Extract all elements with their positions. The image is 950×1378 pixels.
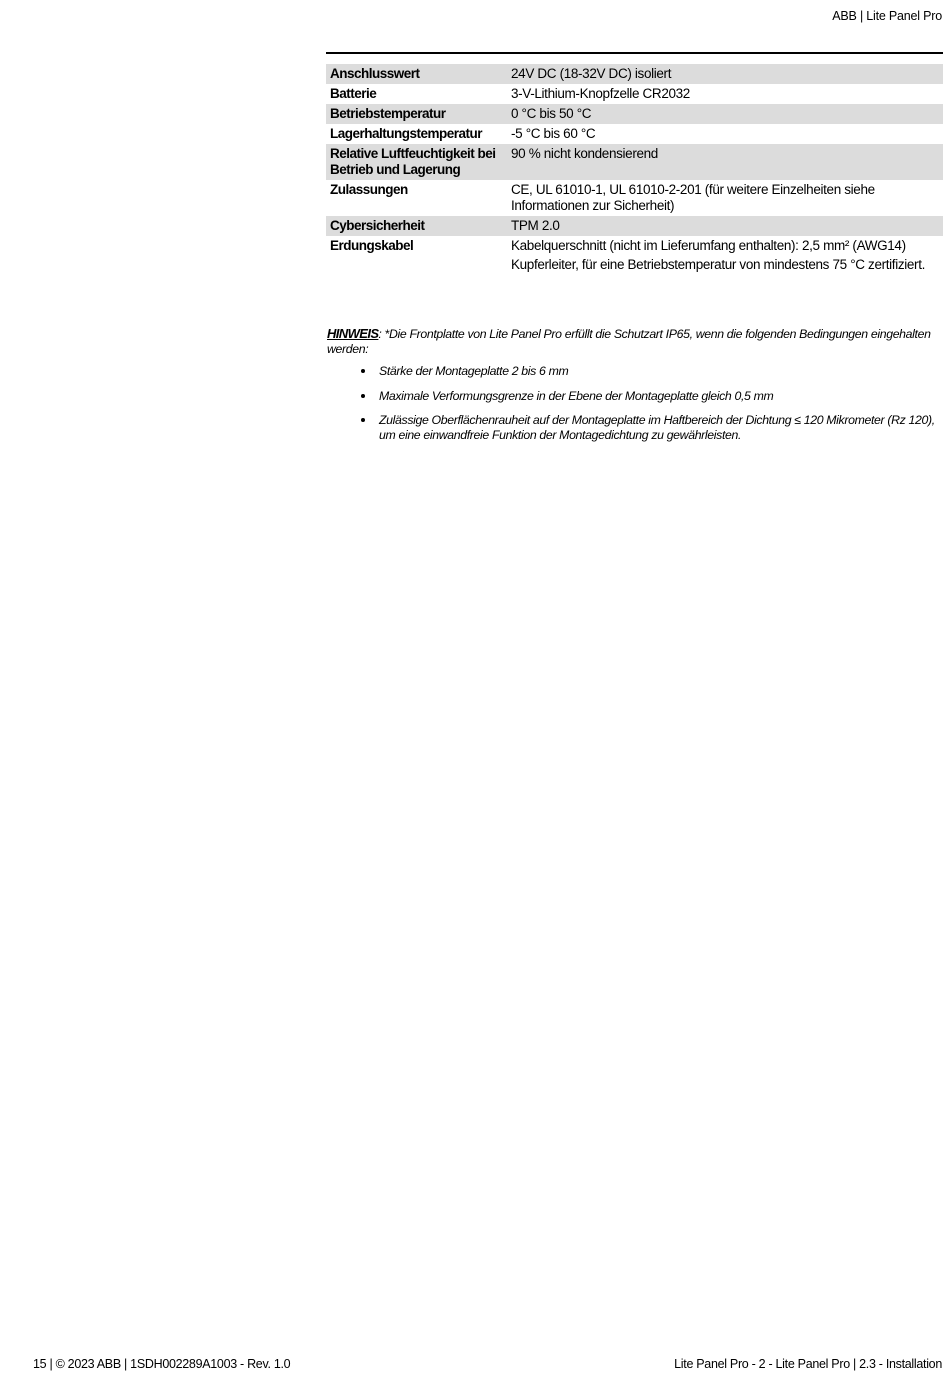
spec-row <box>326 124 943 144</box>
spec-value-line: 0 °C bis 50 °C <box>511 106 592 121</box>
note-list-item <box>327 413 937 442</box>
spec-key: Erdungskabel <box>330 238 414 253</box>
spec-value-line: 3-V-Lithium-Knopfzelle CR2032 <box>511 86 690 101</box>
spec-value <box>511 238 943 273</box>
note-label: HINWEIS <box>327 326 379 341</box>
spec-key: Zulassungen <box>330 182 408 197</box>
note-list-item <box>327 364 937 379</box>
spec-key: Anschlusswert <box>330 66 420 81</box>
spec-value <box>511 182 943 214</box>
spec-row <box>326 84 943 104</box>
spec-key: Relative Luftfeuchtigkeit bei Betrieb und Lagerung <box>330 146 496 177</box>
spec-value-line: 24V DC (18-32V DC) isoliert <box>511 66 672 81</box>
spec-key: Cybersicherheit <box>330 218 425 233</box>
spec-row <box>326 180 943 216</box>
spec-row <box>326 64 943 84</box>
spec-key: Betriebstemperatur <box>330 106 446 121</box>
spec-value-line: Kupferleiter, für eine Betriebstemperatur von mindestens 75 °C zertifiziert. <box>511 257 926 272</box>
bullet-icon <box>361 394 365 398</box>
spec-row <box>326 216 943 236</box>
spec-row <box>326 236 943 275</box>
spec-table <box>326 52 943 275</box>
note-list-item <box>327 389 937 404</box>
spec-value-line: CE, UL 61010-1, UL 61010-2-201 (für weitere Einzelheiten siehe Informationen zur Sicherheit) <box>511 182 875 213</box>
spec-value-line: Kabelquerschnitt (nicht im Lieferumfang enthalten): 2,5 mm² (AWG14) <box>511 238 906 253</box>
note-list-item-text: Stärke der Montageplatte 2 bis 6 mm <box>379 364 569 378</box>
spec-value <box>511 218 943 234</box>
note-list-item-text: Maximale Verformungsgrenze in der Ebene der Montageplatte gleich 0,5 mm <box>379 388 774 403</box>
spec-value <box>511 146 943 178</box>
spec-row <box>326 144 943 180</box>
page-header-title: ABB | Lite Panel Pro <box>832 9 942 23</box>
bullet-icon <box>361 418 365 422</box>
spec-key: Lagerhaltungstemperatur <box>330 126 483 141</box>
spec-key: Batterie <box>330 86 377 101</box>
spec-value <box>511 86 943 102</box>
note-text: : *Die Frontplatte von Lite Panel Pro erfüllt die Schutzart IP65, wenn die folgenden Bedingungen eingehalten werden: <box>327 327 931 356</box>
bullet-icon <box>361 369 365 373</box>
spec-value <box>511 106 943 122</box>
spec-row <box>326 104 943 124</box>
spec-value <box>511 126 943 142</box>
footer-right: Lite Panel Pro - 2 - Lite Panel Pro | 2.3 - Installation <box>674 1357 942 1371</box>
spec-value-line: 90 % nicht kondensierend <box>511 146 658 161</box>
spec-value <box>511 66 943 82</box>
note-block <box>327 327 937 452</box>
note-paragraph <box>327 327 937 356</box>
spec-value-line: TPM 2.0 <box>511 218 560 233</box>
note-list <box>327 364 937 442</box>
spec-value-line: -5 °C bis 60 °C <box>511 126 596 141</box>
note-list-item-text: Zulässige Oberflächenrauheit auf der Montageplatte im Haftbereich der Dichtung ≤ 120 Mikrometer (Rz 120), um eine einwandfreie Funktion der Montagedichtung zu gewährleisten. <box>379 413 935 442</box>
footer-left: 15 | © 2023 ABB | 1SDH002289A1003 - Rev. 1.0 <box>33 1357 291 1371</box>
